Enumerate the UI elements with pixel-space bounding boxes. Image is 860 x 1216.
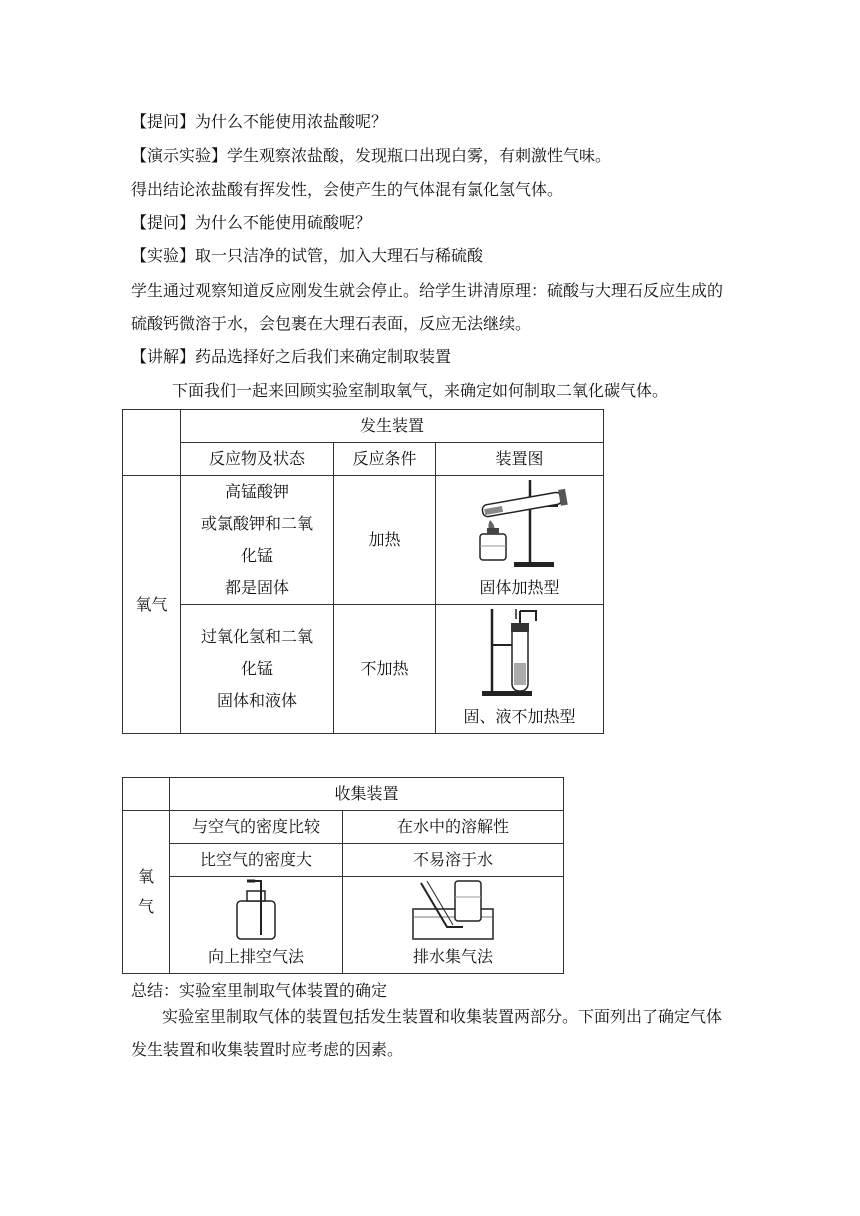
caption-solid-heating: 固体加热型 xyxy=(479,578,560,597)
water-displacement-cell xyxy=(343,877,564,974)
solid-heating-apparatus-cell xyxy=(436,476,604,605)
table1-title: 发生装置 xyxy=(181,410,604,443)
col-diagram: 装置图 xyxy=(436,443,604,476)
reactant-line: 或氯酸钾和二氧 xyxy=(200,514,313,533)
experiment-h2so4: 【实验】取一只洁净的试管，加入大理石与稀硫酸 xyxy=(131,246,484,265)
row-label-char: 气 xyxy=(137,897,154,916)
row-label-oxygen: 氧气 xyxy=(123,476,181,734)
reactants-h2o2 xyxy=(181,605,334,734)
blank-header-cell xyxy=(123,410,181,476)
density-value: 比空气的密度大 xyxy=(170,844,343,877)
water-displacement-figure xyxy=(403,877,503,941)
lecture-apparatus: 【讲解】药品选择好之后我们来确定制取装置 xyxy=(131,347,452,366)
blank-header-cell xyxy=(123,778,170,811)
explanation-paragraph: 学生通过观察知道反应刚发生就会停止。给学生讲清原理：硫酸与大理石反应生成的硫酸钙微溶于水，会包裹在大理石表面，反应无法继续。 xyxy=(131,281,724,333)
reactant-line: 化锰 xyxy=(240,546,273,565)
question-hcl: 【提问】为什么不能使用浓盐酸呢？ xyxy=(131,112,388,131)
summary-paragraph: 实验室里制取气体的装置包括发生装置和收集装置两部分。下面列出了确定气体发生装置和收集装置时应考虑的因素。 xyxy=(131,1007,723,1059)
caption-upward-air: 向上排空气法 xyxy=(207,947,304,966)
reactant-line: 固体和液体 xyxy=(216,691,297,710)
col-density: 与空气的密度比较 xyxy=(170,811,343,844)
condition-no-heating: 不加热 xyxy=(334,605,436,734)
demo-experiment: 【演示实验】学生观察浓盐酸，发现瓶口出现白雾，有刺激性气味。 xyxy=(131,146,612,165)
condition-heating: 加热 xyxy=(334,476,436,605)
conclusion-hcl: 得出结论浓盐酸有挥发性，会使产生的气体混有氯化氢气体。 xyxy=(131,180,564,199)
question-h2so4: 【提问】为什么不能使用硫酸呢？ xyxy=(131,213,372,232)
collection-apparatus-table xyxy=(122,777,564,974)
generation-apparatus-table xyxy=(122,409,604,734)
caption-water-displacement: 排水集气法 xyxy=(412,947,493,966)
upward-air-displacement-figure xyxy=(221,877,291,941)
upward-air-cell xyxy=(170,877,343,974)
solid-liquid-apparatus-figure xyxy=(470,605,570,701)
caption-solid-liquid: 固、液不加热型 xyxy=(463,707,576,726)
row-label-char: 氧 xyxy=(137,867,154,886)
col-solubility: 在水中的溶解性 xyxy=(343,811,564,844)
row-label-oxygen-vertical xyxy=(123,811,170,974)
reactant-line: 高锰酸钾 xyxy=(224,482,289,501)
solid-heating-apparatus-figure xyxy=(470,476,570,572)
reactant-line: 都是固体 xyxy=(224,578,289,597)
solubility-value: 不易溶于水 xyxy=(343,844,564,877)
col-reactants: 反应物及状态 xyxy=(181,443,334,476)
reactant-line: 化锰 xyxy=(240,659,273,678)
col-conditions: 反应条件 xyxy=(334,443,436,476)
reactants-kmno4 xyxy=(181,476,334,605)
summary-title: 总结：实验室里制取气体装置的确定 xyxy=(131,981,388,1000)
review-intro: 下面我们一起来回顾实验室制取氧气，来确定如何制取二氧化碳气体。 xyxy=(172,381,669,400)
reactant-line: 过氧化氢和二氧 xyxy=(200,627,313,646)
table2-title: 收集装置 xyxy=(170,778,564,811)
solid-liquid-apparatus-cell xyxy=(436,605,604,734)
